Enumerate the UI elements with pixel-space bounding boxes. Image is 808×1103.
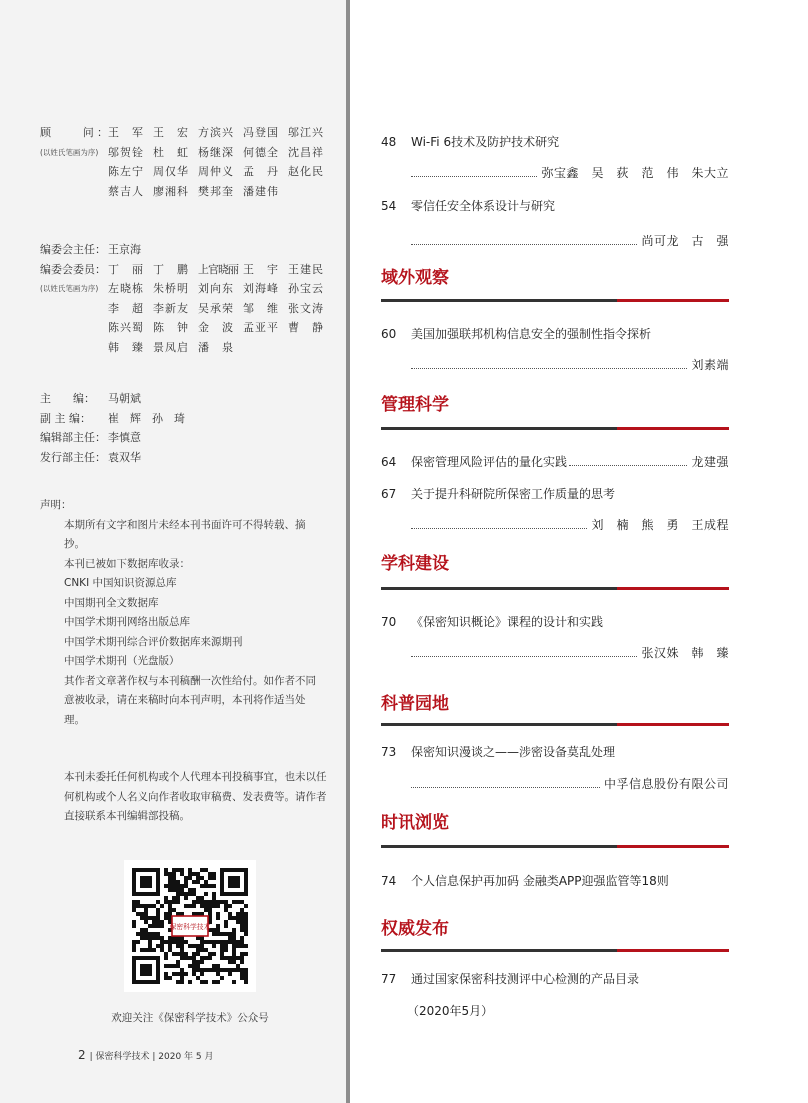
committee-name: 陈 钟 (153, 321, 189, 334)
editor-value: 袁双华 (108, 450, 141, 464)
advisor-name: 杜 虹 (153, 145, 189, 159)
committee-name: 孟亚平 (243, 321, 279, 334)
toc-entry-title[interactable] (381, 743, 729, 760)
toc-title: 《保密知识概论》课程的设计和实践 (411, 615, 604, 629)
toc-entry-title[interactable] (381, 613, 729, 630)
qr-code[interactable] (124, 860, 256, 992)
committee-row-2 (40, 279, 333, 299)
toc-title: 零信任安全体系设计与研究 (411, 199, 556, 213)
advisors-row-1 (40, 123, 333, 143)
editor-row (40, 409, 185, 429)
section-title: 科普园地 (381, 694, 449, 714)
toc-page-number: 64 (381, 455, 397, 469)
committee-name: 张文涛 (288, 301, 324, 315)
database-item: 中国期刊全文数据库 (64, 596, 159, 609)
advisor-name: 樊邦奎 (198, 184, 234, 198)
database-item: CNKI 中国知识资源总库 (64, 577, 177, 589)
advisor-name: 王 宏 (153, 126, 189, 139)
qr-caption: 欢迎关注《保密科学技术》公众号 (111, 1012, 269, 1024)
section-header (381, 689, 729, 714)
committee-row-5 (40, 338, 333, 358)
advisor-name: 杨继深 (198, 145, 234, 159)
advisor-name: 潘建伟 (243, 184, 279, 198)
toc-entry-inline[interactable] (381, 453, 729, 470)
editor-row (40, 389, 185, 409)
committee-note: (以姓氏笔画为序) (40, 284, 99, 293)
toc-entry-title[interactable] (381, 872, 729, 889)
section-header (381, 390, 729, 415)
section-rule (381, 587, 729, 590)
notice-text: 本刊未委托任何机构或个人代理本刊投稿事宜，也未以任何机构或个人名义向作者收取审稿费、发表费等。请作者直接联系本刊编辑部投稿。 (64, 771, 327, 822)
editor-label: 副 主 编： (40, 411, 91, 425)
committee-name: 孙宝云 (288, 282, 324, 295)
editor-value: 马朝斌 (108, 392, 141, 405)
statement-block (40, 496, 325, 730)
notice-block (40, 768, 330, 827)
toc-page-number: 60 (381, 327, 397, 341)
section-rule (381, 949, 729, 952)
toc-entry-subtitle: （2020年5月） (407, 1004, 494, 1018)
toc-entry-title[interactable] (381, 197, 729, 214)
committee-name: 左晓栋 (108, 282, 144, 295)
toc-entry-title[interactable] (381, 970, 729, 987)
section-title: 学科建设 (381, 554, 449, 574)
page-footer (78, 1048, 214, 1062)
editor-label: 主 编： (40, 392, 95, 405)
advisors-label: 顾 问： (40, 126, 108, 139)
advisor-name: 邬江兴 (288, 126, 324, 139)
toc-entry-authors (411, 644, 729, 661)
committee-name: 景凤启 (153, 340, 189, 354)
toc-authors: 刘 楠 熊 勇 王成程 (591, 518, 729, 532)
advisor-name: 邬贺铨 (108, 145, 144, 159)
toc-page-number: 70 (381, 615, 397, 629)
advisors-row-2 (40, 143, 333, 163)
committee-name: 潘 泉 (198, 340, 234, 354)
editor-label: 发行部主任： (40, 450, 106, 464)
committee-director-label: 编委会主任： (40, 243, 106, 256)
advisor-name: 方滨兴 (198, 126, 234, 139)
section-title: 域外观察 (381, 268, 449, 288)
section-rule (381, 723, 729, 726)
section-rule (381, 299, 729, 302)
committee-director-row (40, 240, 333, 260)
editor-value: 崔 辉 孙 琦 (108, 411, 185, 425)
toc-page-number: 54 (381, 199, 397, 213)
toc-title: 保密管理风险评估的量化实践 (411, 455, 568, 469)
editor-value: 李慎意 (108, 431, 141, 444)
toc-title: Wi-Fi 6技术及防护技术研究 (411, 135, 560, 149)
advisor-name: 廖湘科 (153, 184, 189, 198)
toc-title: 关于提升科研院所保密工作质量的思考 (411, 487, 616, 501)
committee-row-3 (40, 299, 333, 319)
toc-title: 保密知识漫谈之——涉密设备莫乱处理 (411, 745, 616, 759)
section-title: 时讯浏览 (381, 813, 449, 833)
section-header (381, 808, 729, 833)
toc-entry-authors (411, 775, 729, 792)
statement-title: 声明： (40, 499, 72, 511)
editor-row (40, 428, 185, 448)
toc-authors: 中孚信息股份有限公司 (603, 777, 729, 791)
section-rule (381, 427, 729, 430)
committee-name: 刘向东 (198, 282, 234, 295)
section-rule (381, 845, 729, 848)
statement-p2: 本刊已被如下数据库收录： (64, 557, 190, 570)
toc-entry-authors (411, 516, 729, 533)
editor-row (40, 448, 185, 468)
database-item: 中国学术期刊（光盘版） (64, 655, 180, 667)
committee-name: 邹 维 (243, 301, 279, 315)
toc-authors: 张汉姝 韩 臻 (641, 646, 729, 660)
committee-row-4 (40, 318, 333, 338)
qr-code-image (124, 860, 256, 992)
toc-entry-title[interactable] (381, 325, 729, 342)
committee-row-1 (40, 260, 333, 280)
toc-title: 通过国家保密科技测评中心检测的产品目录 (411, 972, 640, 986)
toc-entry-authors (411, 356, 729, 373)
toc-entry-title[interactable] (381, 133, 729, 150)
advisor-name: 周仲义 (198, 165, 234, 178)
advisor-name: 蔡吉人 (108, 184, 144, 198)
committee-name: 上官晓丽 (198, 262, 238, 276)
committee-name: 李 超 (108, 301, 144, 315)
advisor-name: 沈昌祥 (288, 145, 324, 159)
toc-authors: 尚可龙 古 强 (641, 234, 729, 248)
advisor-name: 冯登国 (243, 126, 279, 139)
editors-block (40, 389, 185, 467)
committee-name: 李新友 (153, 301, 189, 315)
statement-p1: 本期所有文字和图片未经本刊书面许可不得转载、摘抄。 (64, 518, 306, 550)
committee-name: 丁 鹏 (153, 262, 189, 276)
footer-text: | 保密科学技术 | 2020 年 5 月 (89, 1052, 214, 1062)
section-header (381, 263, 729, 288)
committee-name: 金 波 (198, 321, 234, 334)
advisors-note: (以姓氏笔画为序) (40, 147, 99, 157)
masthead (40, 123, 333, 357)
advisor-name: 王 军 (108, 126, 144, 139)
section-header (381, 549, 729, 574)
toc-page-number: 73 (381, 745, 397, 759)
section-title: 管理科学 (381, 395, 449, 415)
committee-label: 编委会委员： (40, 262, 106, 276)
database-item: 中国学术期刊网络出版总库 (64, 616, 190, 628)
committee-name: 丁 丽 (108, 262, 144, 276)
toc-page-number: 48 (381, 135, 397, 149)
toc-entry-authors (411, 232, 729, 249)
editor-label: 编辑部主任： (40, 431, 106, 444)
qr-center-label: 保密科学技术 (169, 923, 211, 932)
advisors-row-4 (40, 182, 333, 202)
committee-name: 韩 臻 (108, 340, 144, 354)
advisor-name: 赵化民 (288, 165, 324, 178)
toc-authors: 龙建强 (691, 455, 729, 469)
committee-name: 吴承荣 (198, 301, 234, 315)
toc-entry-authors (411, 164, 729, 181)
section-title: 权威发布 (381, 919, 449, 939)
advisor-name: 孟 丹 (243, 165, 279, 178)
advisors-row-3 (40, 162, 333, 182)
committee-name: 陈兴蜀 (108, 321, 144, 334)
toc-authors: 刘素端 (691, 358, 729, 372)
toc-page-number: 77 (381, 972, 397, 986)
committee-name: 曹 静 (288, 321, 324, 334)
committee-name: 王建民 (288, 262, 324, 276)
advisor-name: 何德全 (243, 145, 279, 159)
committee-director-name: 王京海 (108, 243, 141, 256)
committee-name: 刘海峰 (243, 282, 279, 295)
toc-page-number: 74 (381, 874, 397, 888)
database-item: 中国学术期刊综合评价数据库来源期刊 (64, 635, 243, 648)
toc-title: 美国加强联邦机构信息安全的强制性指令探析 (411, 327, 652, 341)
toc-entry-title[interactable] (381, 485, 729, 502)
section-header (381, 914, 729, 939)
committee-name: 王 宇 (243, 262, 279, 276)
toc-page-number: 67 (381, 487, 397, 501)
committee-name: 朱桥明 (153, 282, 189, 295)
advisor-name: 陈左宁 (108, 165, 144, 178)
page-number: 2 (78, 1048, 86, 1062)
advisor-name: 周仅华 (153, 165, 189, 178)
toc-authors: 弥宝鑫 吴 荻 范 伟 朱大立 (541, 166, 729, 180)
toc-title: 个人信息保护再加码 金融类APP迎强监管等18则 (411, 874, 669, 888)
statement-p3: 其作者文章著作权与本刊稿酬一次性给付。如作者不同意被收录，请在来稿时向本刊声明，本刊将作适当处理。 (64, 674, 316, 726)
